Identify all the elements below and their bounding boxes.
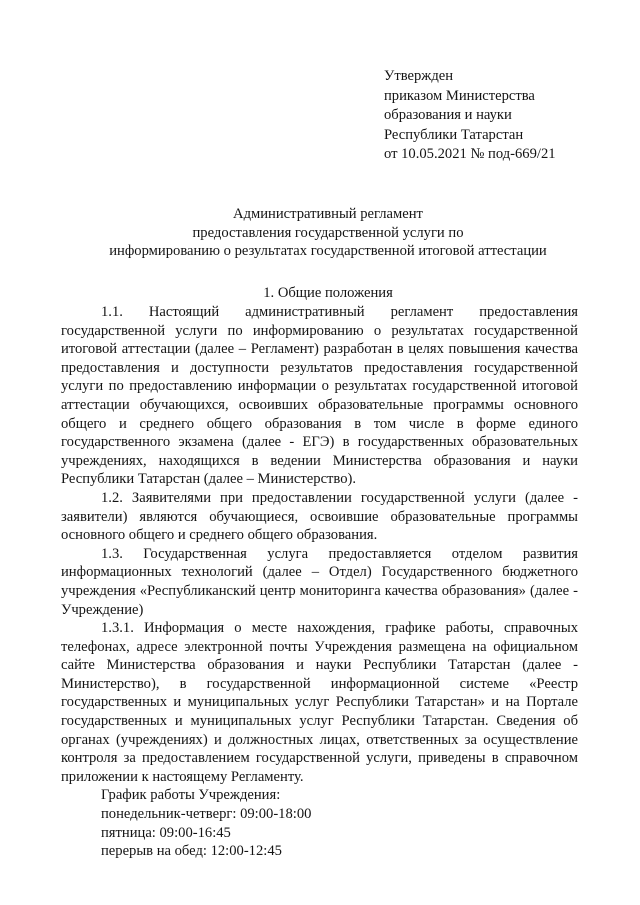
paragraph-1-3: 1.3. Государственная услуга предоставляется отделом развития информационных технологий (далее – Отдел) Государственного бюджетного учреждения «Республиканский центр мониторинга качества образования» (далее - Учреждение) — [61, 545, 578, 618]
paragraph-1-3-1: 1.3.1. Информация о месте нахождения, графике работы, справочных телефонах, адресе электронной почты Учреждения размещена на официальном сайте Министерства образования и науки Республики Татарстан (далее - Министерство), в государственной информационной системе «Реестр государственных и муниципальных услуг Республики Татарстан» и на Портале государственных и муниципальных услуг Республики Татарстан. Сведения об органах (учреждениях) и должностных лицах, ответственных за осуществление контроля за предоставлением государственной услуги, приведены в справочном приложении к настоящему Регламенту. — [61, 620, 578, 785]
schedule-mon-thu: понедельник-четверг: 09:00-18:00 — [101, 806, 312, 823]
paragraph-1-2: 1.2. Заявителями при предоставлении государственной услуги (далее - заявители) являются обучающиеся, освоившие образовательные программы основного общего и среднего общего образования. — [61, 489, 578, 544]
paragraph-1-1: 1.1. Настоящий административный регламент предоставления государственной услуги по информированию о результатах государственной итоговой аттестации (далее – Регламент) разработан в целях повышения качества предоставления и доступности результатов предоставления государственной услуги по предоставлению информации о результатах государственной итоговой аттестации обучающихся, освоивших образовательные программы основного общего и среднего общего образования в том числе в форме единого государственного экзамена (далее - ЕГЭ) в государственных образовательных учреждениях, находящихся в ведении Министерства образования и науки Республики Татарстан (далее – Министерство). — [61, 304, 578, 488]
title-line: предоставления государственной услуги по — [192, 224, 464, 241]
title-line: информированию о результатах государственной итоговой аттестации — [109, 243, 547, 259]
document-title — [60, 205, 596, 261]
approval-stamp-block — [384, 67, 556, 165]
schedule-heading: График работы Учреждения: — [101, 787, 281, 804]
approval-line: приказом Министерства — [384, 87, 535, 104]
approval-line: образования и науки — [384, 107, 512, 124]
section-heading: 1. Общие положения — [263, 285, 393, 301]
schedule-fri: пятница: 09:00-16:45 — [101, 824, 231, 841]
approval-order-number: от 10.05.2021 № под-669/21 — [384, 146, 556, 163]
title-line: Административный регламент — [233, 206, 423, 222]
approval-line: Республики Татарстан — [384, 126, 524, 143]
document-body — [61, 303, 578, 861]
schedule-lunch: перерыв на обед: 12:00-12:45 — [101, 843, 282, 860]
approval-line: Утвержден — [384, 68, 454, 84]
